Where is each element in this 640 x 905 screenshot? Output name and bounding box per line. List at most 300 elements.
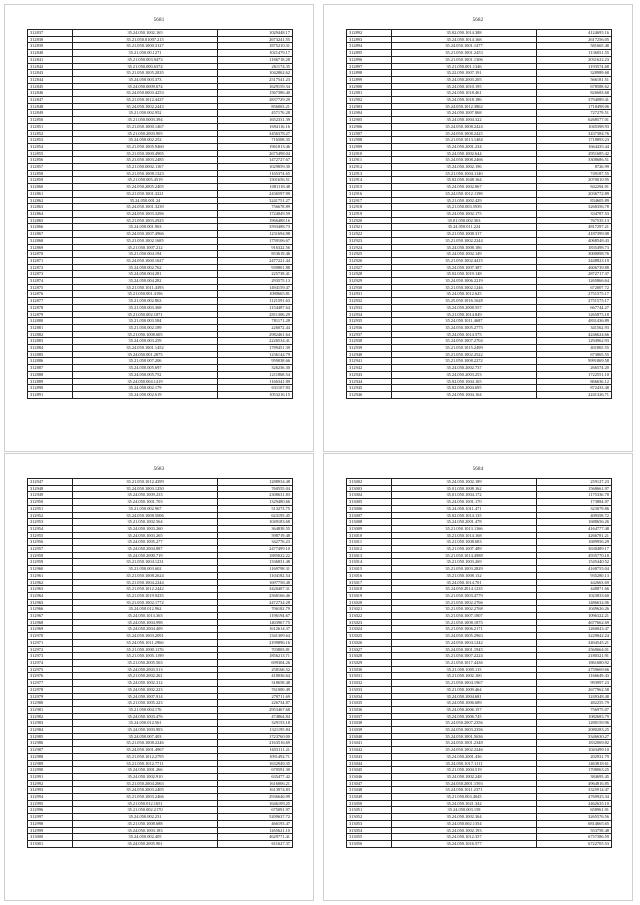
row-id-cell: 312910	[347, 150, 392, 157]
code-cell: 35.24.050.004.281	[73, 271, 218, 278]
value-cell: 2477499.10	[218, 546, 293, 553]
row-id-cell: 313047	[347, 780, 392, 787]
value-cell: 1403967.75	[218, 619, 293, 626]
table-row	[28, 653, 293, 660]
code-cell: 35.24.050.005.752	[73, 371, 218, 378]
code-cell: 35.24.050.1007.4966	[73, 231, 218, 238]
table-row	[347, 773, 612, 780]
code-cell: 35.24.050.2001.234	[392, 143, 537, 150]
code-cell: 35.21.050.1014.849	[392, 311, 537, 318]
code-cell: 35.21.050.003.584	[73, 318, 218, 325]
row-id-cell: 313007	[347, 512, 392, 519]
code-cell: 35.24.050.002.179	[73, 385, 218, 392]
row-id-cell: 312979	[28, 693, 73, 700]
value-cell: 866636.12	[537, 378, 612, 385]
table-row	[28, 331, 293, 338]
value-cell: 266574.20	[537, 365, 612, 372]
row-id-cell: 312983	[28, 720, 73, 727]
row-id-cell: 313041	[347, 740, 392, 747]
code-cell: 35.21.050.2002.261	[73, 673, 218, 680]
row-id-cell: 312867	[28, 231, 73, 238]
code-cell: 35.02.050.1048.164	[392, 177, 537, 184]
value-cell: 834605.89	[537, 197, 612, 204]
table-row	[347, 210, 612, 217]
document-page-2	[323, 4, 633, 452]
code-cell: 35.21.050.012.1651	[73, 800, 218, 807]
row-id-cell: 312960	[28, 566, 73, 573]
row-id-cell: 312882	[28, 331, 73, 338]
row-id-cell: 313029	[347, 659, 392, 666]
table-row	[347, 700, 612, 707]
value-cell: 2759669.66	[537, 666, 612, 673]
row-id-cell: 312849	[28, 110, 73, 117]
code-cell: 35.21.050.1009.464	[392, 686, 537, 693]
code-cell: 35.21.050.1014.168	[392, 532, 537, 539]
value-cell: 993997.23	[537, 680, 612, 687]
page-number: 5682	[472, 18, 484, 23]
table-row	[28, 579, 293, 586]
table-row	[28, 720, 293, 727]
value-cell: 4831436.89	[537, 318, 612, 325]
code-cell: 35.21.050.000.6374	[73, 63, 218, 70]
table-row	[347, 787, 612, 794]
table-row	[28, 525, 293, 532]
table-row	[28, 284, 293, 291]
table-row	[28, 606, 293, 613]
table-row	[28, 97, 293, 104]
code-cell: 35.24.050.1011.4687	[392, 318, 537, 325]
row-id-cell: 312837	[28, 30, 73, 37]
table-row	[347, 760, 612, 767]
table-row	[28, 733, 293, 740]
table-row	[28, 626, 293, 633]
table-row	[28, 244, 293, 251]
row-id-cell: 312984	[28, 727, 73, 734]
value-cell: 5209637.72	[218, 814, 293, 821]
code-cell: 35.24.050.002.1354	[392, 820, 537, 827]
table-row	[347, 217, 612, 224]
table-row	[28, 184, 293, 191]
table-row	[28, 499, 293, 506]
code-cell: 35.01.050.1004.172	[392, 492, 537, 499]
row-id-cell: 312865	[28, 217, 73, 224]
code-cell: 35.21.050.002.189	[73, 324, 218, 331]
table-row	[347, 70, 612, 77]
value-cell: 1096322.21	[537, 613, 612, 620]
code-cell: 35.24.050.001.2875	[73, 351, 218, 358]
value-cell: 482255.79	[537, 700, 612, 707]
table-row	[28, 291, 293, 298]
row-id-cell: 312965	[28, 599, 73, 606]
value-cell: 1288934.48	[218, 479, 293, 486]
row-id-cell: 312906	[347, 123, 392, 130]
value-cell: 1472727.67	[218, 157, 293, 164]
row-id-cell: 312897	[347, 63, 392, 70]
row-id-cell: 312894	[347, 43, 392, 50]
value-cell: 1082683.79	[537, 713, 612, 720]
code-cell: 35.24.050.004.282	[73, 278, 218, 285]
code-cell: 35.24.050.002.231	[73, 814, 218, 821]
code-cell: 35.24.050.002.252	[73, 137, 218, 144]
code-cell: 35.24.050.1002.193	[392, 827, 537, 834]
table-row	[28, 311, 293, 318]
table-row	[347, 345, 612, 352]
row-id-cell: 313023	[347, 619, 392, 626]
table-row	[347, 331, 612, 338]
table-row	[28, 237, 293, 244]
value-cell: 9991869.58	[537, 358, 612, 365]
row-id-cell: 312914	[347, 177, 392, 184]
value-cell: 1265621.10	[218, 827, 293, 834]
row-id-cell: 313027	[347, 646, 392, 653]
code-cell: 35.21.050.1003.2485	[73, 157, 218, 164]
value-cell: 364838.55	[218, 525, 293, 532]
row-id-cell: 312915	[347, 184, 392, 191]
row-id-cell: 312926	[347, 257, 392, 264]
row-id-cell: 312932	[347, 298, 392, 305]
code-cell: 35.24.050.1018.461	[392, 90, 537, 97]
value-cell: 853619.46	[218, 251, 293, 258]
table-row	[28, 760, 293, 767]
value-cell: 1961813.46	[218, 143, 293, 150]
row-id-cell: 313013	[347, 552, 392, 559]
row-id-cell: 312975	[28, 666, 73, 673]
code-cell: 35.24.050.003.259	[73, 338, 218, 345]
table-row	[28, 800, 293, 807]
value-cell: 2226534.41	[218, 338, 293, 345]
code-cell: 35.24.050.1004.322	[392, 117, 537, 124]
value-cell: 1121591.63	[218, 298, 293, 305]
code-cell: 35.21.050.002.863	[73, 298, 218, 305]
value-cell: 1329480.66	[218, 499, 293, 506]
value-cell: 2673241.55	[218, 36, 293, 43]
value-cell: 1885022.22	[218, 552, 293, 559]
row-id-cell: 313052	[347, 814, 392, 821]
table-row	[347, 264, 612, 271]
code-cell: 35.21.050.1006.2171	[392, 626, 537, 633]
value-cell: 261174.35	[218, 63, 293, 70]
table-row	[347, 50, 612, 57]
value-cell: 4266781.21	[537, 532, 612, 539]
row-id-cell: 312912	[347, 164, 392, 171]
table-row	[347, 311, 612, 318]
row-id-cell: 312940	[347, 351, 392, 358]
table-row	[28, 539, 293, 546]
page-number: 5681	[153, 18, 165, 23]
code-cell: 35.24.050.1013.363	[73, 613, 218, 620]
value-cell: 2936646.99	[218, 794, 293, 801]
table-row	[28, 318, 293, 325]
row-id-cell: 312996	[28, 807, 73, 814]
code-cell: 35.21.050.1000.1467	[73, 123, 218, 130]
code-cell: 35.24.050.2003.205	[392, 76, 537, 83]
row-id-cell: 312921	[347, 224, 392, 231]
value-cell: 226072.44	[218, 324, 293, 331]
value-cell: 678588.62	[537, 83, 612, 90]
table-row	[347, 177, 612, 184]
code-cell: 35.24.050.1011.2966	[73, 639, 218, 646]
row-id-cell: 312949	[28, 492, 73, 499]
row-id-cell: 313005	[347, 499, 392, 506]
code-cell: 35.01.050.002.363	[392, 217, 537, 224]
value-cell: 566181.51	[537, 76, 612, 83]
row-id-cell: 312866	[28, 224, 73, 231]
table-row	[347, 271, 612, 278]
value-cell: 318658.48	[218, 680, 293, 687]
code-cell: 35.01.050.1008.162	[392, 485, 537, 492]
row-id-cell: 312893	[347, 36, 392, 43]
table-row	[347, 291, 612, 298]
table-row	[347, 599, 612, 606]
value-cell: 623195.45	[218, 512, 293, 519]
code-cell: 35.21.050.007.206	[73, 358, 218, 365]
row-id-cell: 312956	[28, 539, 73, 546]
code-cell: 35.24.050.0003.4253	[73, 90, 218, 97]
code-cell: 35.21.050.1005.9460	[73, 143, 218, 150]
code-cell: 35.24.050.1002.196	[392, 164, 537, 171]
table-row	[347, 800, 612, 807]
table-row	[28, 278, 293, 285]
code-cell: 35.21.050.1002.2766	[392, 599, 537, 606]
row-id-cell: 312902	[347, 97, 392, 104]
code-cell: 35.24.050.2001.478	[392, 519, 537, 526]
table-row	[347, 840, 612, 847]
value-cell: 1053216.15	[218, 391, 293, 398]
value-cell: 6722705.53	[537, 840, 612, 847]
table-row	[347, 559, 612, 566]
row-id-cell: 312855	[28, 150, 73, 157]
row-id-cell: 312853	[28, 137, 73, 144]
table-row	[28, 773, 293, 780]
value-cell: 959038.66	[218, 358, 293, 365]
code-cell: 35.21.050.1012.2442	[73, 586, 218, 593]
code-cell: 35.24.050.003.158	[392, 807, 537, 814]
row-id-cell: 313015	[347, 566, 392, 573]
value-cell: 2677962.58	[537, 686, 612, 693]
value-cell: 4187399.08	[537, 231, 612, 238]
value-cell: 1632949.35	[218, 760, 293, 767]
value-cell: 916322.56	[218, 244, 293, 251]
code-cell: 35.24.050.1001.170	[392, 499, 537, 506]
table-row	[28, 666, 293, 673]
code-cell: 35.24.050.1006.745	[392, 713, 537, 720]
table-row	[347, 63, 612, 70]
code-cell: 35.24.050.1003.2091	[73, 633, 218, 640]
table-row	[28, 532, 293, 539]
code-cell: 35.24.050.1004.998	[73, 619, 218, 626]
row-id-cell: 313049	[347, 794, 392, 801]
value-cell: 1545440.52	[537, 559, 612, 566]
code-cell: 35.24.050.1003.260	[73, 525, 218, 532]
code-cell: 35.24.050.1006.2219	[392, 278, 537, 285]
value-cell: 1186718.28	[218, 56, 293, 63]
value-cell: 1029859.30	[218, 164, 293, 171]
code-cell: 35.24.050.2007.2356	[392, 720, 537, 727]
value-cell: 716508.35	[218, 137, 293, 144]
table-row	[28, 767, 293, 774]
table-row	[347, 137, 612, 144]
table-row	[28, 619, 293, 626]
code-cell: 35.24.050.1012.625	[392, 291, 537, 298]
value-cell: 1091492.71	[218, 753, 293, 760]
table-row	[28, 351, 293, 358]
table-row	[28, 840, 293, 847]
table-row	[347, 753, 612, 760]
code-cell: 35.24.050.1003.3296	[73, 210, 218, 217]
value-cell: 225738.41	[218, 271, 293, 278]
row-id-cell: 313036	[347, 706, 392, 713]
row-id-cell: 312952	[28, 512, 73, 519]
table-row	[28, 827, 293, 834]
code-cell: 35.21.050.1003.269	[392, 559, 537, 566]
code-cell: 35.24.050.1008.186	[392, 244, 537, 251]
row-id-cell: 312841	[28, 56, 73, 63]
code-cell: 35.21.050.1005.1199	[73, 653, 218, 660]
row-id-cell: 312990	[28, 767, 73, 774]
code-cell: 35.24.050.1016.577	[392, 840, 537, 847]
code-cell: 35.21.050.002.967	[73, 505, 218, 512]
table-row	[28, 123, 293, 130]
table-row	[28, 834, 293, 841]
row-id-cell: 312891	[28, 391, 73, 398]
table-row	[347, 592, 612, 599]
row-id-cell: 312847	[28, 97, 73, 104]
row-id-cell: 312872	[28, 264, 73, 271]
value-cell: 1613974.83	[218, 787, 293, 794]
row-id-cell: 312846	[28, 90, 73, 97]
code-cell: 35.24.050.1003.265	[73, 532, 218, 539]
value-cell: 3448823.19	[537, 257, 612, 264]
row-id-cell: 312928	[347, 271, 392, 278]
value-cell: 706182.79	[218, 606, 293, 613]
row-id-cell: 312980	[28, 700, 73, 707]
table-row	[347, 639, 612, 646]
table-row	[347, 56, 612, 63]
code-cell: 35.21.050.1004.1967	[392, 680, 537, 687]
code-cell: 35.24.050.1001.4967	[73, 747, 218, 754]
value-cell: 258166.52	[218, 666, 293, 673]
table-row	[347, 257, 612, 264]
code-cell: 35.24.050.1003.183	[73, 827, 218, 834]
row-id-cell: 312931	[347, 291, 392, 298]
code-cell: 35.24.050.1003.903	[73, 727, 218, 734]
row-id-cell: 313014	[347, 559, 392, 566]
table-row	[347, 150, 612, 157]
value-cell: 2617256.05	[537, 36, 612, 43]
value-cell: 2811306.29	[218, 311, 293, 318]
table-row	[28, 143, 293, 150]
row-id-cell: 312968	[28, 619, 73, 626]
code-cell: 35.22.050.1007.191	[392, 70, 537, 77]
table-row	[347, 807, 612, 814]
code-cell: 35.21.050.003.9473	[73, 56, 218, 63]
row-id-cell: 312884	[28, 345, 73, 352]
table-row	[347, 525, 612, 532]
code-cell: 35.02.050.1014.388	[392, 30, 537, 37]
value-cell: 1832069.82	[537, 740, 612, 747]
table-row	[347, 237, 612, 244]
value-cell: 756678.89	[218, 204, 293, 211]
value-cell: 749187.55	[537, 170, 612, 177]
table-row	[28, 646, 293, 653]
row-id-cell: 312951	[28, 505, 73, 512]
table-row	[347, 566, 612, 573]
value-cell: 1166649.43	[537, 673, 612, 680]
code-cell: 35.24.050.2006.157	[392, 706, 537, 713]
code-cell: 35.21.050.002.952	[73, 110, 218, 117]
value-cell: 326236.30	[218, 365, 293, 372]
value-cell: 856063.21	[218, 103, 293, 110]
value-cell: 611627.37	[218, 840, 293, 847]
value-cell: 1166341.89	[218, 378, 293, 385]
row-id-cell: 312904	[347, 110, 392, 117]
row-id-cell: 312962	[28, 579, 73, 586]
row-id-cell: 313021	[347, 606, 392, 613]
table-row	[28, 170, 293, 177]
code-cell: 35.24.050.1001.5636	[392, 733, 537, 740]
value-cell: 598719.48	[218, 532, 293, 539]
value-cell: 1689956.29	[537, 539, 612, 546]
code-cell: 35.24.050.1008.5006	[73, 512, 218, 519]
value-cell: 2751575.17	[537, 291, 612, 298]
row-id-cell: 312929	[347, 278, 392, 285]
row-id-cell: 312988	[28, 753, 73, 760]
row-id-cell: 313026	[347, 639, 392, 646]
code-cell: 35.24.050.012.561	[73, 720, 218, 727]
table-row	[28, 217, 293, 224]
code-cell: 35.24.050.1003.476	[73, 713, 218, 720]
table-row	[28, 787, 293, 794]
row-id-cell: 313016	[347, 572, 392, 579]
code-cell: 35.21.050.1003.4779	[392, 592, 537, 599]
code-cell: 35.24.050.1002.644	[392, 150, 537, 157]
row-id-cell: 312890	[28, 385, 73, 392]
value-cell: 474864.84	[218, 713, 293, 720]
row-id-cell: 312916	[347, 190, 392, 197]
row-id-cell: 312877	[28, 298, 73, 305]
value-cell: 1708063.25	[537, 767, 612, 774]
value-cell: 3346630.27	[537, 733, 612, 740]
table-row	[28, 365, 293, 372]
table-row	[347, 666, 612, 673]
document-page-1	[4, 4, 314, 452]
code-cell: 35.21.050.00.1271	[73, 50, 218, 57]
table-row	[347, 244, 612, 251]
code-cell: 35.21.050.0003.394	[73, 117, 218, 124]
table-row	[347, 371, 612, 378]
table-row	[347, 673, 612, 680]
value-cell: 334787.53	[537, 210, 612, 217]
table-row	[28, 378, 293, 385]
row-id-cell: 313003	[347, 485, 392, 492]
table-row	[28, 727, 293, 734]
value-cell: 670591.30	[218, 767, 293, 774]
code-cell: 35.21.050.1008.605	[73, 331, 218, 338]
value-cell: 4606739.88	[537, 264, 612, 271]
document-page-4	[323, 453, 633, 901]
value-cell: 6757386.59	[537, 834, 612, 841]
row-id-cell: 312953	[28, 519, 73, 526]
row-id-cell: 312948	[28, 485, 73, 492]
table-row	[347, 190, 612, 197]
code-cell: 35.24.050.1014.575	[392, 331, 537, 338]
row-id-cell: 313025	[347, 633, 392, 640]
code-cell: 35.24.050.2002.737	[392, 365, 537, 372]
table-row	[347, 143, 612, 150]
code-cell: 35.24.050.1007.2704	[392, 338, 537, 345]
code-cell: 35.21.050.1002.100	[392, 673, 537, 680]
value-cell: 1463818.61	[537, 760, 612, 767]
